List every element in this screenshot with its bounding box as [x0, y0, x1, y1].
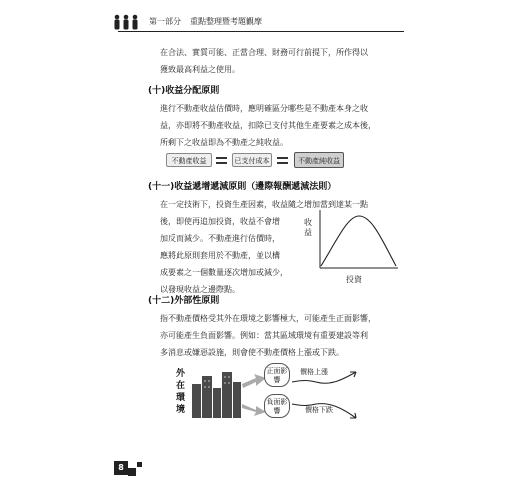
header-part: 第一部分: [149, 17, 181, 26]
price-down-label: 價格下跌: [305, 406, 333, 414]
section-10-line-1: 進行不動產收益估價時，應明確區分哪些是不動產本身之收: [160, 104, 368, 113]
chart-x-label: 投資: [346, 275, 362, 284]
section-11-line-3: 加反而減少。不動產進行估價時，: [160, 234, 280, 243]
section-11-line-4: 應將此原則套用於不動產，並以構: [160, 251, 280, 260]
section-10-line-2: 益，亦即將不動產收益，扣除已支付其他生產要素之成本後，: [160, 121, 376, 130]
header-book-title: 重點整理暨考題觀摩: [190, 17, 262, 26]
positive-effect-badge: 正面影響: [264, 363, 290, 387]
section-12-line-3: 多消息或嫌惡設施，則會使不動產價格上漲或下跌。: [160, 348, 344, 357]
box-property-income: 不動產收益: [166, 153, 212, 167]
income-curve-chart: [318, 208, 400, 270]
price-up-label: 價格上漲: [300, 368, 328, 376]
minus-sign: [216, 157, 227, 164]
chart-y-label: 收益: [304, 218, 312, 237]
intro-line-1: 在合法、實質可能、正當合理、財務可行前提下，所作得以: [160, 48, 368, 57]
page-number: 8: [118, 463, 124, 472]
box-paid-cost: 已支付成本: [232, 153, 272, 167]
section-12-line-2: 亦可能產生負面影響。例如：當其區域環境有重要建設等利: [160, 331, 368, 340]
section-11-line-2: 後，即使再追加投資，收益不會增: [160, 217, 280, 226]
footer-block-1: [128, 468, 136, 476]
section-10-line-3: 所剩下之收益即為不動產之純收益。: [160, 138, 288, 147]
section-11-line-5: 成要素之一個數量逐次增加或減少，: [160, 268, 288, 277]
section-11-line-1: 在一定技術下，投資生產因素，收益隨之增加當到達某一點: [160, 200, 368, 209]
section-10-title: (十)收益分配原則: [148, 86, 220, 96]
section-11-title: (十一)收益遞增遞減原則（邊際報酬遞減法則）: [148, 182, 337, 192]
section-12-title: (十二)外部性原則: [148, 296, 220, 306]
negative-effect-badge: 負面影響: [264, 394, 290, 418]
footer-block-2: [137, 462, 142, 467]
external-env-label: 外在環境: [176, 369, 186, 415]
box-net-income: 不動產純收益: [294, 152, 344, 168]
section-11-line-6: 以發現收益之邊際點。: [160, 285, 240, 294]
header-rule: [118, 31, 404, 32]
intro-line-2: 獲致最高利益之使用。: [160, 65, 240, 74]
section-12-line-1: 指不動產價格受其外在環境之影響極大，可能產生正面影響，: [160, 314, 376, 323]
equals-sign: [277, 157, 288, 164]
header-logo: [112, 14, 140, 30]
